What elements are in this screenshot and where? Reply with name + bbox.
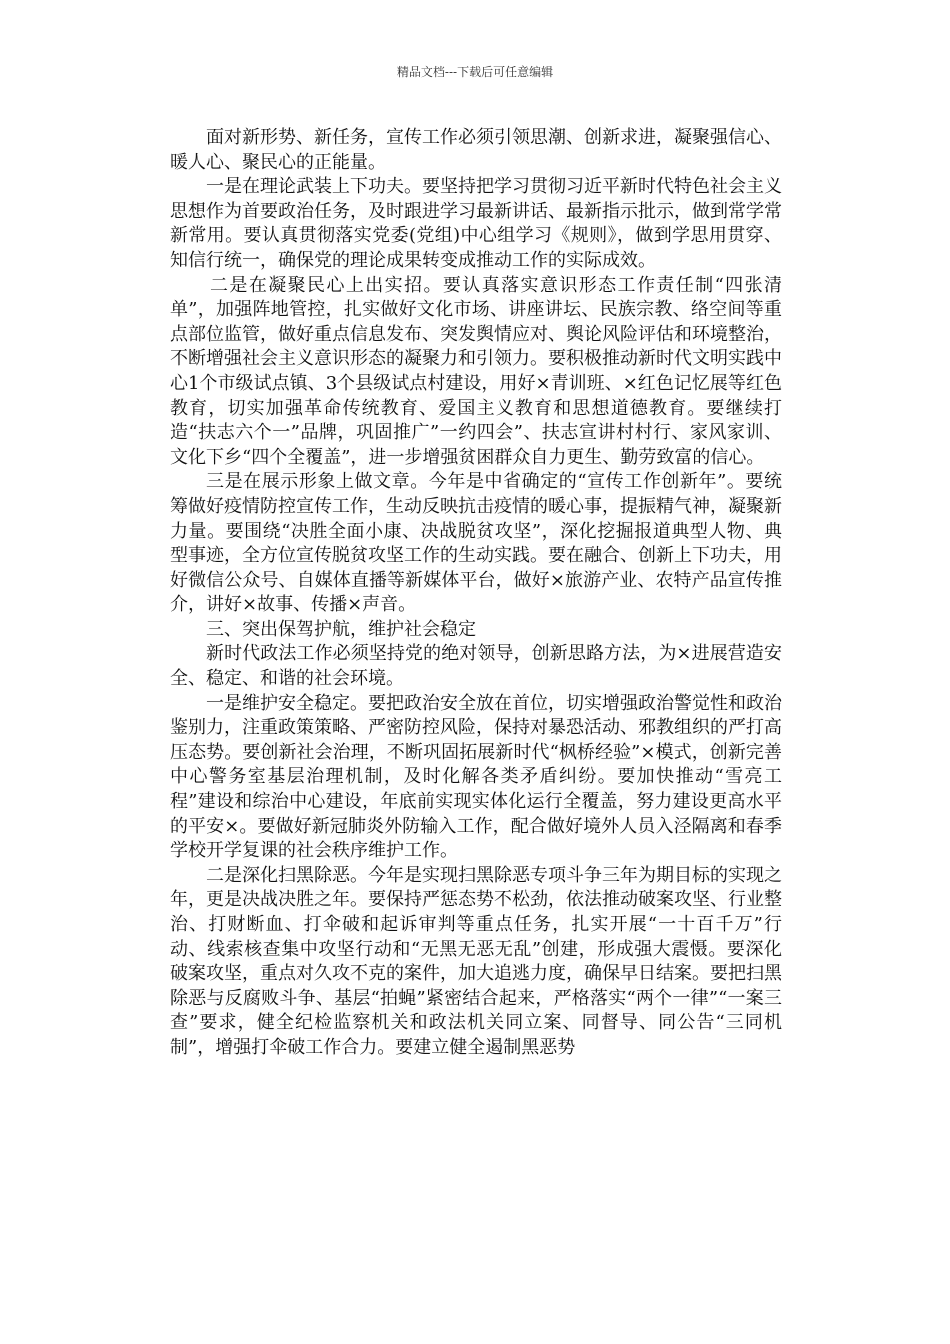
paragraph-political-legal: 新时代政法工作必须坚持党的绝对领导，创新思路方法，为×进展营造安全、稳定、和谐的社会环境。 (170, 643, 782, 690)
document-body (170, 126, 782, 1061)
paragraph-image-display: 三是在展示形象上做文章。今年是中省确定的“宣传工作创新年”。要统筹做好疫情防控宣传工作，生动反映抗击疫情的暖心事，提振精气神，凝聚新力量。要围绕“决胜全面小康、决战脱贫攻坚”，深化挖掘报道典型人物、典型事迹，全方位宣传脱贫攻坚工作的生动实践。要在融合、创新上下功夫，用好微信公众号、自媒体直播等新媒体平台，做好×旅游产业、农特产品宣传推介，讲好×故事、传播×声音。 (170, 471, 782, 616)
paragraph-anti-crime: 二是深化扫黑除恶。今年是实现扫黑除恶专项斗争三年为期目标的实现之年，更是决战决胜之年。要保持严惩态势不松劲，依法推动破案攻坚、行业整治、打财断血、打伞破和起诉审判等重点任务，扎实开展“一十百千万”行动、线索核查集中攻坚行动和“无黑无恶无乱”创建，形成强大震慑。要深化破案攻坚，重点对久攻不克的案件，加大追逃力度，确保早日结案。要把扫黑除恶与反腐败斗争、基层“拍蝇”紧密结合起来，严格落实“两个一律”“一案三查”要求，健全纪检监察机关和政法机关同立案、同督导、同公告“三同机制”，增强打伞破工作合力。要建立健全遏制黑恶势 (170, 864, 782, 1058)
page-header-note: 精品文档---下载后可任意编辑 (396, 65, 554, 79)
section-heading-stability: 三、突出保驾护航，维护社会稳定 (206, 618, 476, 640)
paragraph-intro: 面对新形势、新任务，宣传工作必须引领思潮、创新求进，凝聚强信心、暖人心、聚民心的正能量。 (170, 127, 782, 173)
paragraph-theory-arming: 一是在理论武装上下功夫。要坚持把学习贯彻习近平新时代特色社会主义思想作为首要政治任务，及时跟进学习最新讲话、最新指示批示，做到常学常新常用。要认真贯彻落实党委(党组)中心组学习《规则》，做到学思用贯穿、知信行统一，确保党的理论成果转变成推动工作的实际成效。 (170, 176, 782, 271)
paragraph-security-stability: 一是维护安全稳定。要把政治安全放在首位，切实增强政治警觉性和政治鉴别力，注重政策策略、严密防控风险，保持对暴恐活动、邪教组织的严打高压态势。要创新社会治理，不断巩固拓展新时代“枫桥经验”×模式，创新完善中心警务室基层治理机制，及时化解各类矛盾纠纷。要加快推动“雪亮工程”建设和综治中心建设，年底前实现实体化运行全覆盖，努力建设更高水平的平安×。要做好新冠肺炎外防输入工作，配合做好境外人员入泾隔离和春季学校开学复课的社会秩序维护工作。 (170, 692, 782, 862)
paragraph-rally-public: 二是在凝聚民心上出实招。要认真落实意识形态工作责任制“四张清单”，加强阵地管控，扎实做好文化市场、讲座讲坛、民族宗教、络空间等重点部位监管，做好重点信息发布、突发舆情应对、舆论风险评估和环境整治，不断增强社会主义意识形态的凝聚力和引领力。要积极推动新时代文明实践中心1个市级试点镇、3个县级试点村建设，用好×青训班、×红色记忆展等红色教育，切实加强革命传统教育、爱国主义教育和思想道德教育。要继续打造“扶志六个一”品牌，巩固推广”一约四会”、扶志宣讲村村行、家风家训、文化下乡“四个全覆盖”，进一步增强贫困群众自力更生、勤劳致富的信心。 (170, 274, 782, 468)
